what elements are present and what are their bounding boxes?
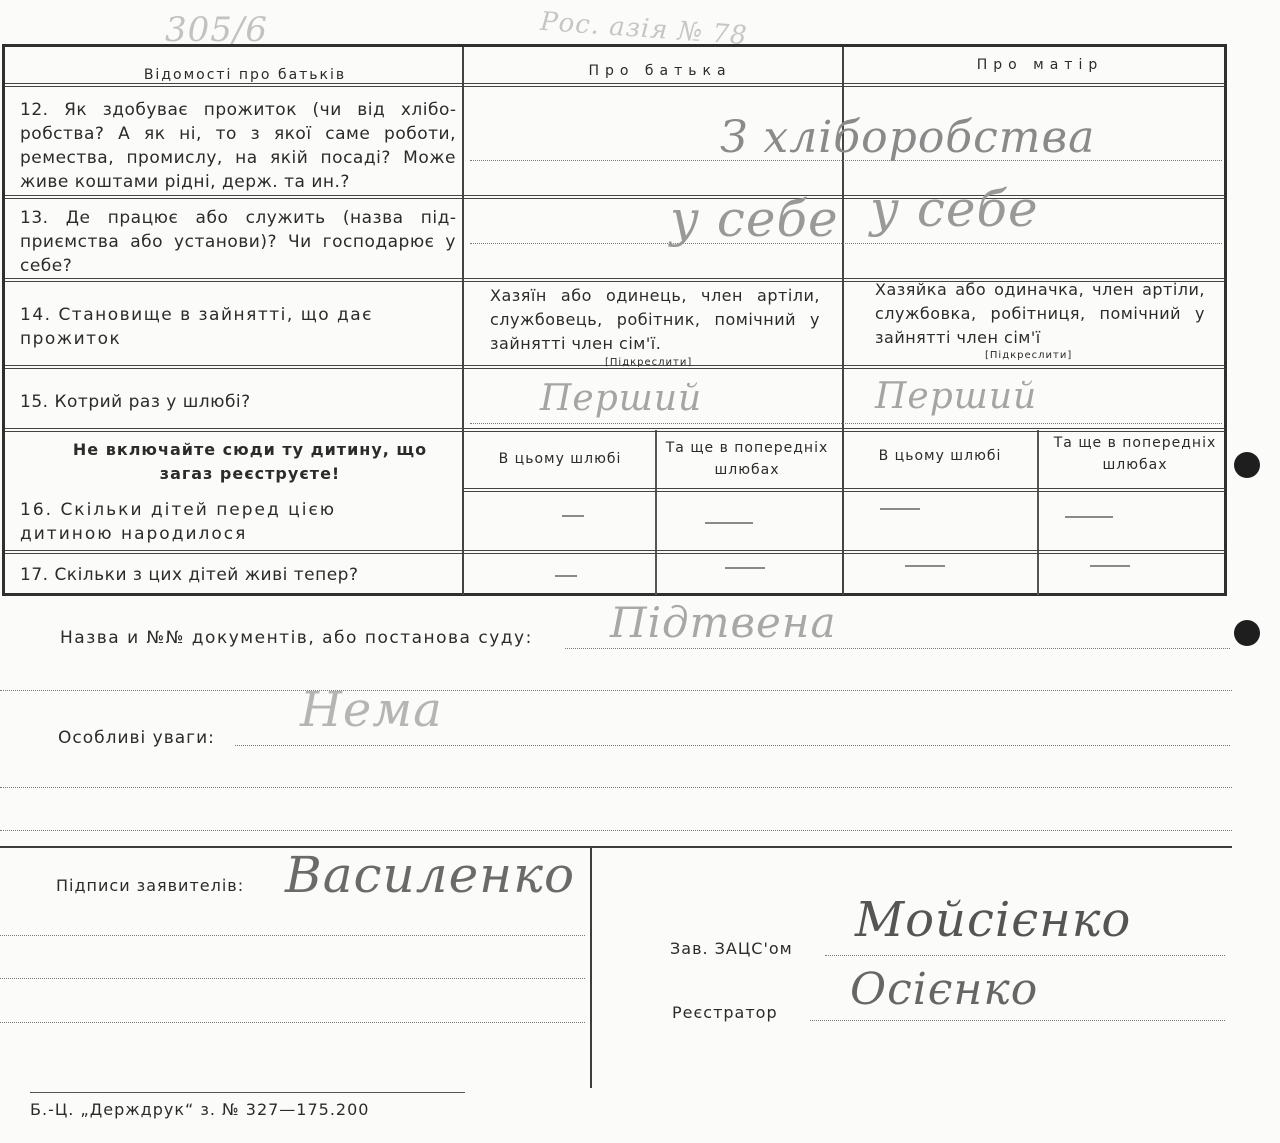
divider xyxy=(462,488,1225,492)
mother-status-options: Хазяйка або одиначка, член артіли, службовка, робітниця, помічний у зайнятті член сім'ї xyxy=(875,280,1205,347)
registrar-label: Реєстратор xyxy=(672,1003,778,1022)
dash xyxy=(555,575,577,577)
dash xyxy=(1090,565,1130,567)
underline-note-father: [Підкреслити] xyxy=(605,357,693,368)
remarks-value: Нема xyxy=(300,682,443,738)
answer-line xyxy=(470,243,1222,244)
divider xyxy=(655,430,657,595)
header-father: Про батька xyxy=(588,63,732,79)
divider xyxy=(5,195,1225,199)
line xyxy=(0,1022,585,1023)
documents-line xyxy=(565,648,1230,649)
father-prev-marriages: Та ще в попередніх шлюбах xyxy=(665,440,829,478)
line xyxy=(0,830,1232,831)
head-label: Зав. ЗАЦС'ом xyxy=(670,939,793,958)
dash xyxy=(905,565,945,567)
line xyxy=(0,787,1232,788)
applicants-signature: Василенко xyxy=(285,846,576,904)
head-line xyxy=(825,955,1225,956)
line xyxy=(0,690,1232,691)
archive-number: 305/6 xyxy=(165,10,268,50)
remarks-label: Особливі уваги: xyxy=(58,728,215,748)
answer-13-father: у себе xyxy=(670,190,839,248)
line xyxy=(0,978,585,979)
question-15: 15. Котрий раз у шлюбі? xyxy=(20,392,251,412)
divider xyxy=(0,846,1232,848)
applicants-signature-label: Підписи заявителів: xyxy=(56,876,245,895)
divider xyxy=(462,47,464,595)
divider xyxy=(1037,430,1039,595)
answer-15-mother: Перший xyxy=(875,376,1038,417)
question-12: 12. Як здобуває прожиток (чи від хліборобства? А як ні, то з якої саме роботи, ремества, промислу, на якій посаді? Може живе коштами рідні, держ. та ин.? xyxy=(20,100,456,192)
divider xyxy=(5,550,1225,554)
father-status-options: Хазяїн або одинець, член артіли, службовець, робітник, помічний у зайнятті член сім'ї. xyxy=(490,286,820,353)
head-signature: Мойсієнко xyxy=(855,892,1132,948)
underline-note-mother: [Підкреслити] xyxy=(985,350,1073,361)
divider xyxy=(590,848,592,1088)
answer-line xyxy=(470,423,1222,424)
divider xyxy=(5,428,1225,432)
dash xyxy=(725,567,765,569)
question-13: 13. Де працює або служить (назва підприємства або установи)? Чи господарює у себе? xyxy=(20,208,456,276)
archive-note: Рос. азія № 78 xyxy=(539,6,749,52)
registrar-line xyxy=(810,1020,1225,1021)
registrar-signature: Осієнко xyxy=(850,964,1039,1015)
answer-12-occupation: З хліборобства xyxy=(720,112,1096,163)
question-14: 14. Становище в зайнятті, що дає прожиток xyxy=(20,305,374,349)
binder-hole xyxy=(1234,452,1260,478)
binder-hole xyxy=(1234,620,1260,646)
printer-imprint: Б.-Ц. „Держдрук“ з. № 327—175.200 xyxy=(30,1100,370,1119)
question-16: 16. Скільки дітей перед цією дитиною народилося xyxy=(20,500,337,544)
divider xyxy=(30,1092,465,1093)
documents-value: Підтвена xyxy=(610,598,837,647)
answer-13-mother: у себе xyxy=(870,180,1039,238)
dash xyxy=(705,522,753,524)
dash xyxy=(562,515,584,517)
dash xyxy=(1065,516,1113,518)
header-mother: Про матір xyxy=(976,57,1104,73)
father-this-marriage: В цьому шлюбі xyxy=(498,451,622,467)
answer-15-father: Перший xyxy=(540,378,703,419)
line xyxy=(0,935,585,936)
documents-label: Назва и №№ документів, або постанова суду: xyxy=(60,628,533,648)
header-parents-info: Відомості про батьків xyxy=(143,67,347,83)
mother-prev-marriages: Та ще в попередніх шлюбах xyxy=(1053,435,1217,473)
question-17: 17. Скільки з цих дітей живі тепер? xyxy=(20,565,359,585)
children-note: Не включайте сюди ту дитину, що загаз реєструєте! xyxy=(72,440,428,483)
dash xyxy=(880,508,920,510)
remarks-line xyxy=(235,745,1230,746)
mother-this-marriage: В цьому шлюбі xyxy=(878,448,1002,464)
